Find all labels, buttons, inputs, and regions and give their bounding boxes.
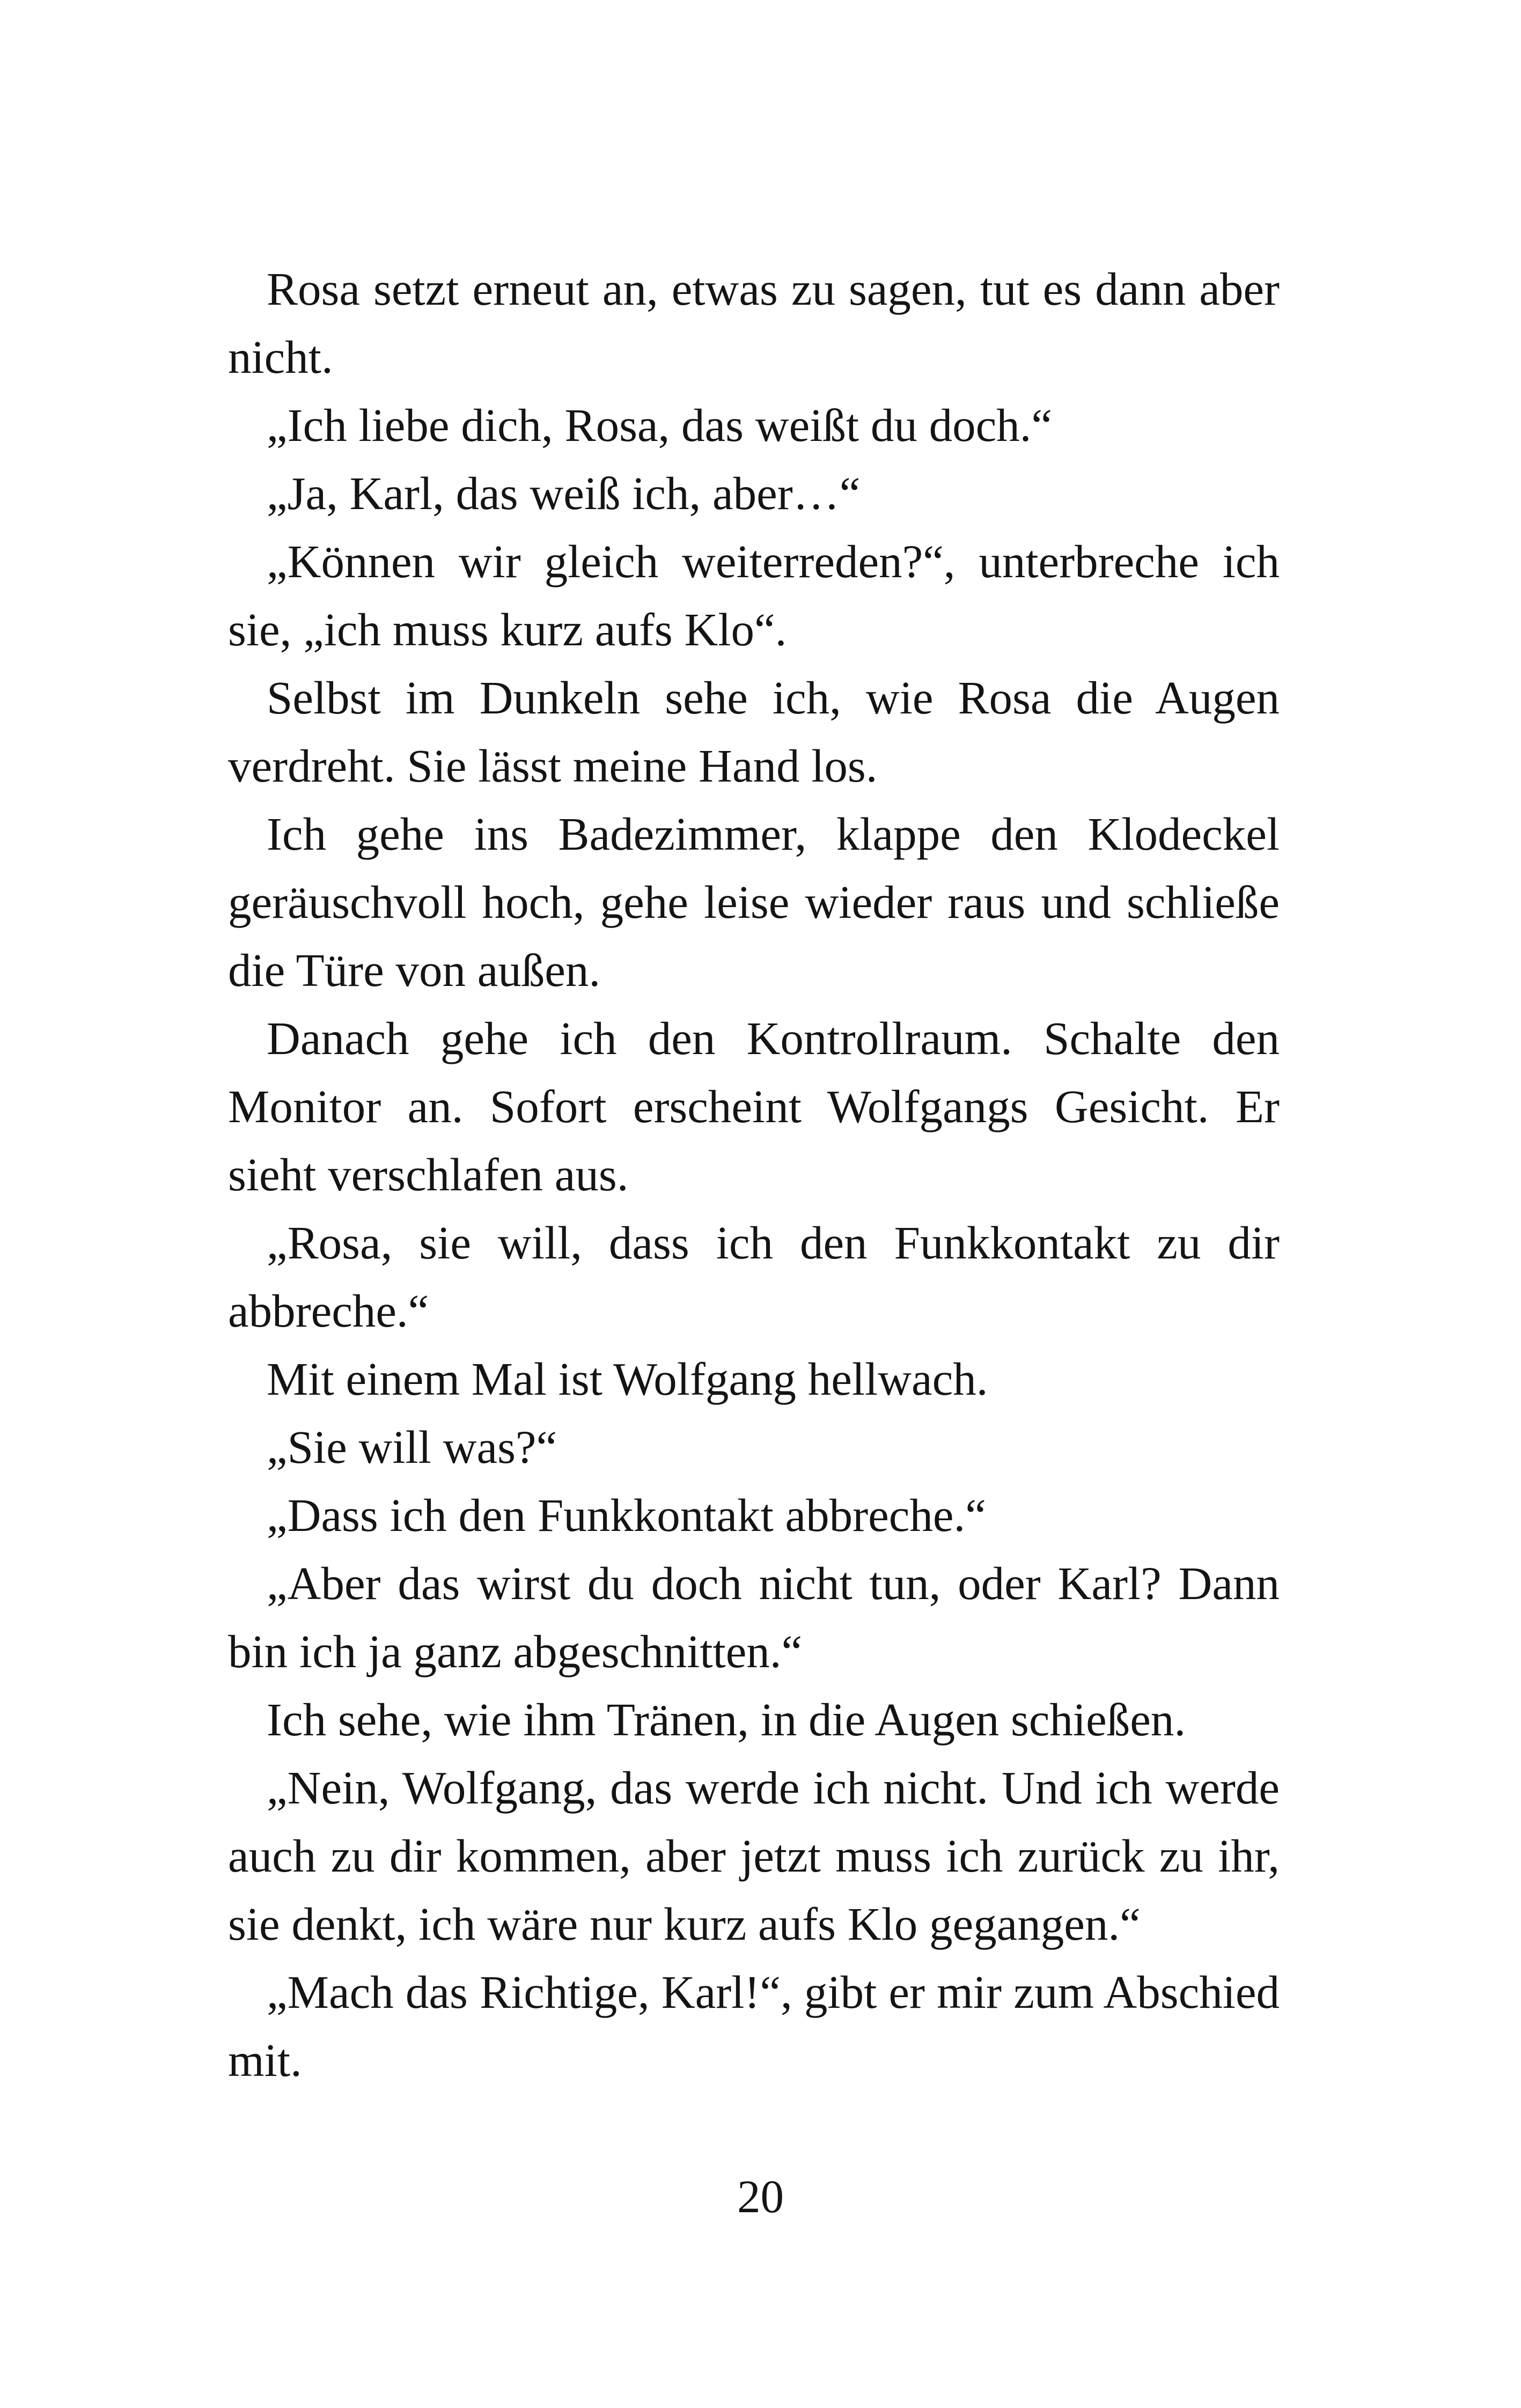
paragraph-3: „Ja, Karl, das weiß ich, aber…“ (267, 467, 861, 519)
paragraph-7: Danach gehe ich den Kontrollraum. Schalte den Monitor an. Sofort erscheint Wolfgangs Gesicht. Er sieht verschlafen aus. (228, 1012, 1280, 1201)
paragraph-1: Rosa setzt erneut an, etwas zu sagen, tut es dann aber nicht. (228, 263, 1280, 383)
paragraph-10: „Sie will was?“ (267, 1421, 557, 1473)
paragraph-6: Ich gehe ins Badezimmer, klappe den Klodeckel geräuschvoll hoch, gehe leise wieder raus und schließe die Türe von außen. (228, 808, 1280, 996)
paragraph-2: „Ich liebe dich, Rosa, das weißt du doch.“ (267, 399, 1053, 451)
paragraph-15: „Mach das Richtige, Karl!“, gibt er mir zum Abschied mit. (228, 1966, 1280, 2086)
paragraph-11: „Dass ich den Funkkontakt abbreche.“ (267, 1489, 986, 1541)
paragraph-12: „Aber das wirst du doch nicht tun, oder Karl? Dann bin ich ja ganz abgeschnitten.“ (228, 1557, 1280, 1677)
paragraph-13: Ich sehe, wie ihm Tränen, in die Augen schießen. (267, 1693, 1186, 1746)
paragraph-5: Selbst im Dunkeln sehe ich, wie Rosa die Augen verdreht. Sie lässt meine Hand los. (228, 672, 1280, 792)
paragraph-8: „Rosa, sie will, dass ich den Funkkontakt zu dir abbreche.“ (228, 1217, 1280, 1337)
page-number: 20 (737, 2170, 784, 2222)
paragraph-4: „Können wir gleich weiterreden?“, unterbreche ich sie, „ich muss kurz aufs Klo“. (228, 535, 1280, 656)
paragraph-9: Mit einem Mal ist Wolfgang hellwach. (267, 1353, 988, 1405)
body-text (228, 255, 1280, 2094)
paragraph-14: „Nein, Wolfgang, das werde ich nicht. Und ich werde auch zu dir kommen, aber jetzt muss ich zurück zu ihr, sie denkt, ich wäre nur kurz aufs Klo gegangen.“ (228, 1762, 1280, 1950)
